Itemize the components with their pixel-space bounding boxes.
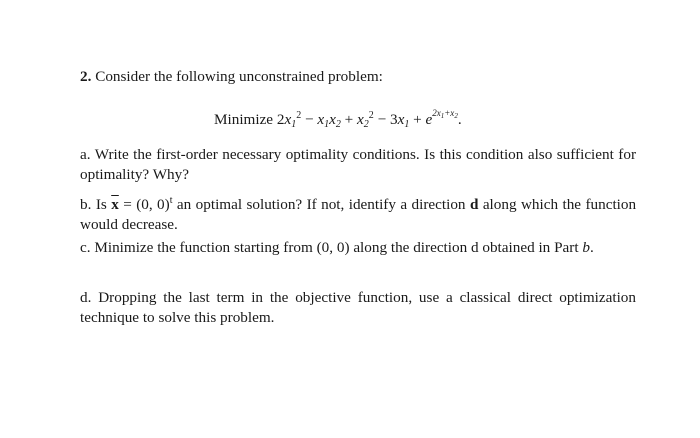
part-d: d. Dropping the last term in the objective function, use a classical direct optimization technique to solve this problem.: [80, 289, 636, 326]
part-b: b. Is $\overline{x} = (0$, 0)$^t$ an optimal solution? If not, identify a direction d along which the function would decrease.: [80, 195, 637, 233]
direction-d: d: [469, 196, 479, 213]
objective-function: [214, 104, 462, 134]
part-c-label: c.: [80, 239, 91, 256]
objective-prefix: Minimize: [214, 111, 274, 128]
problem-number: 2.: [80, 68, 92, 85]
part-b-label: b.: [80, 196, 92, 213]
part-a-label: a.: [80, 146, 91, 163]
objective-expression: $2x_1^2 - x_1x_2 + x_2^2 - 3x_1 + e^{2x_1+x_2}$.: [276, 108, 462, 130]
part-a-text: Write the first-order necessary optimality conditions. Is this condition also sufficient for optimality? Why?: [80, 146, 637, 183]
part-d-label: d.: [80, 289, 92, 306]
problem-intro: Consider the following unconstrained problem:: [95, 68, 383, 85]
part-a: [80, 145, 636, 185]
part-c: c. Minimize the function starting from (0, 0) along the direction d obtained in Part b.: [80, 239, 594, 256]
x-bar-vector: $\overline{x}$: [111, 196, 119, 213]
problem-heading: [80, 68, 383, 86]
